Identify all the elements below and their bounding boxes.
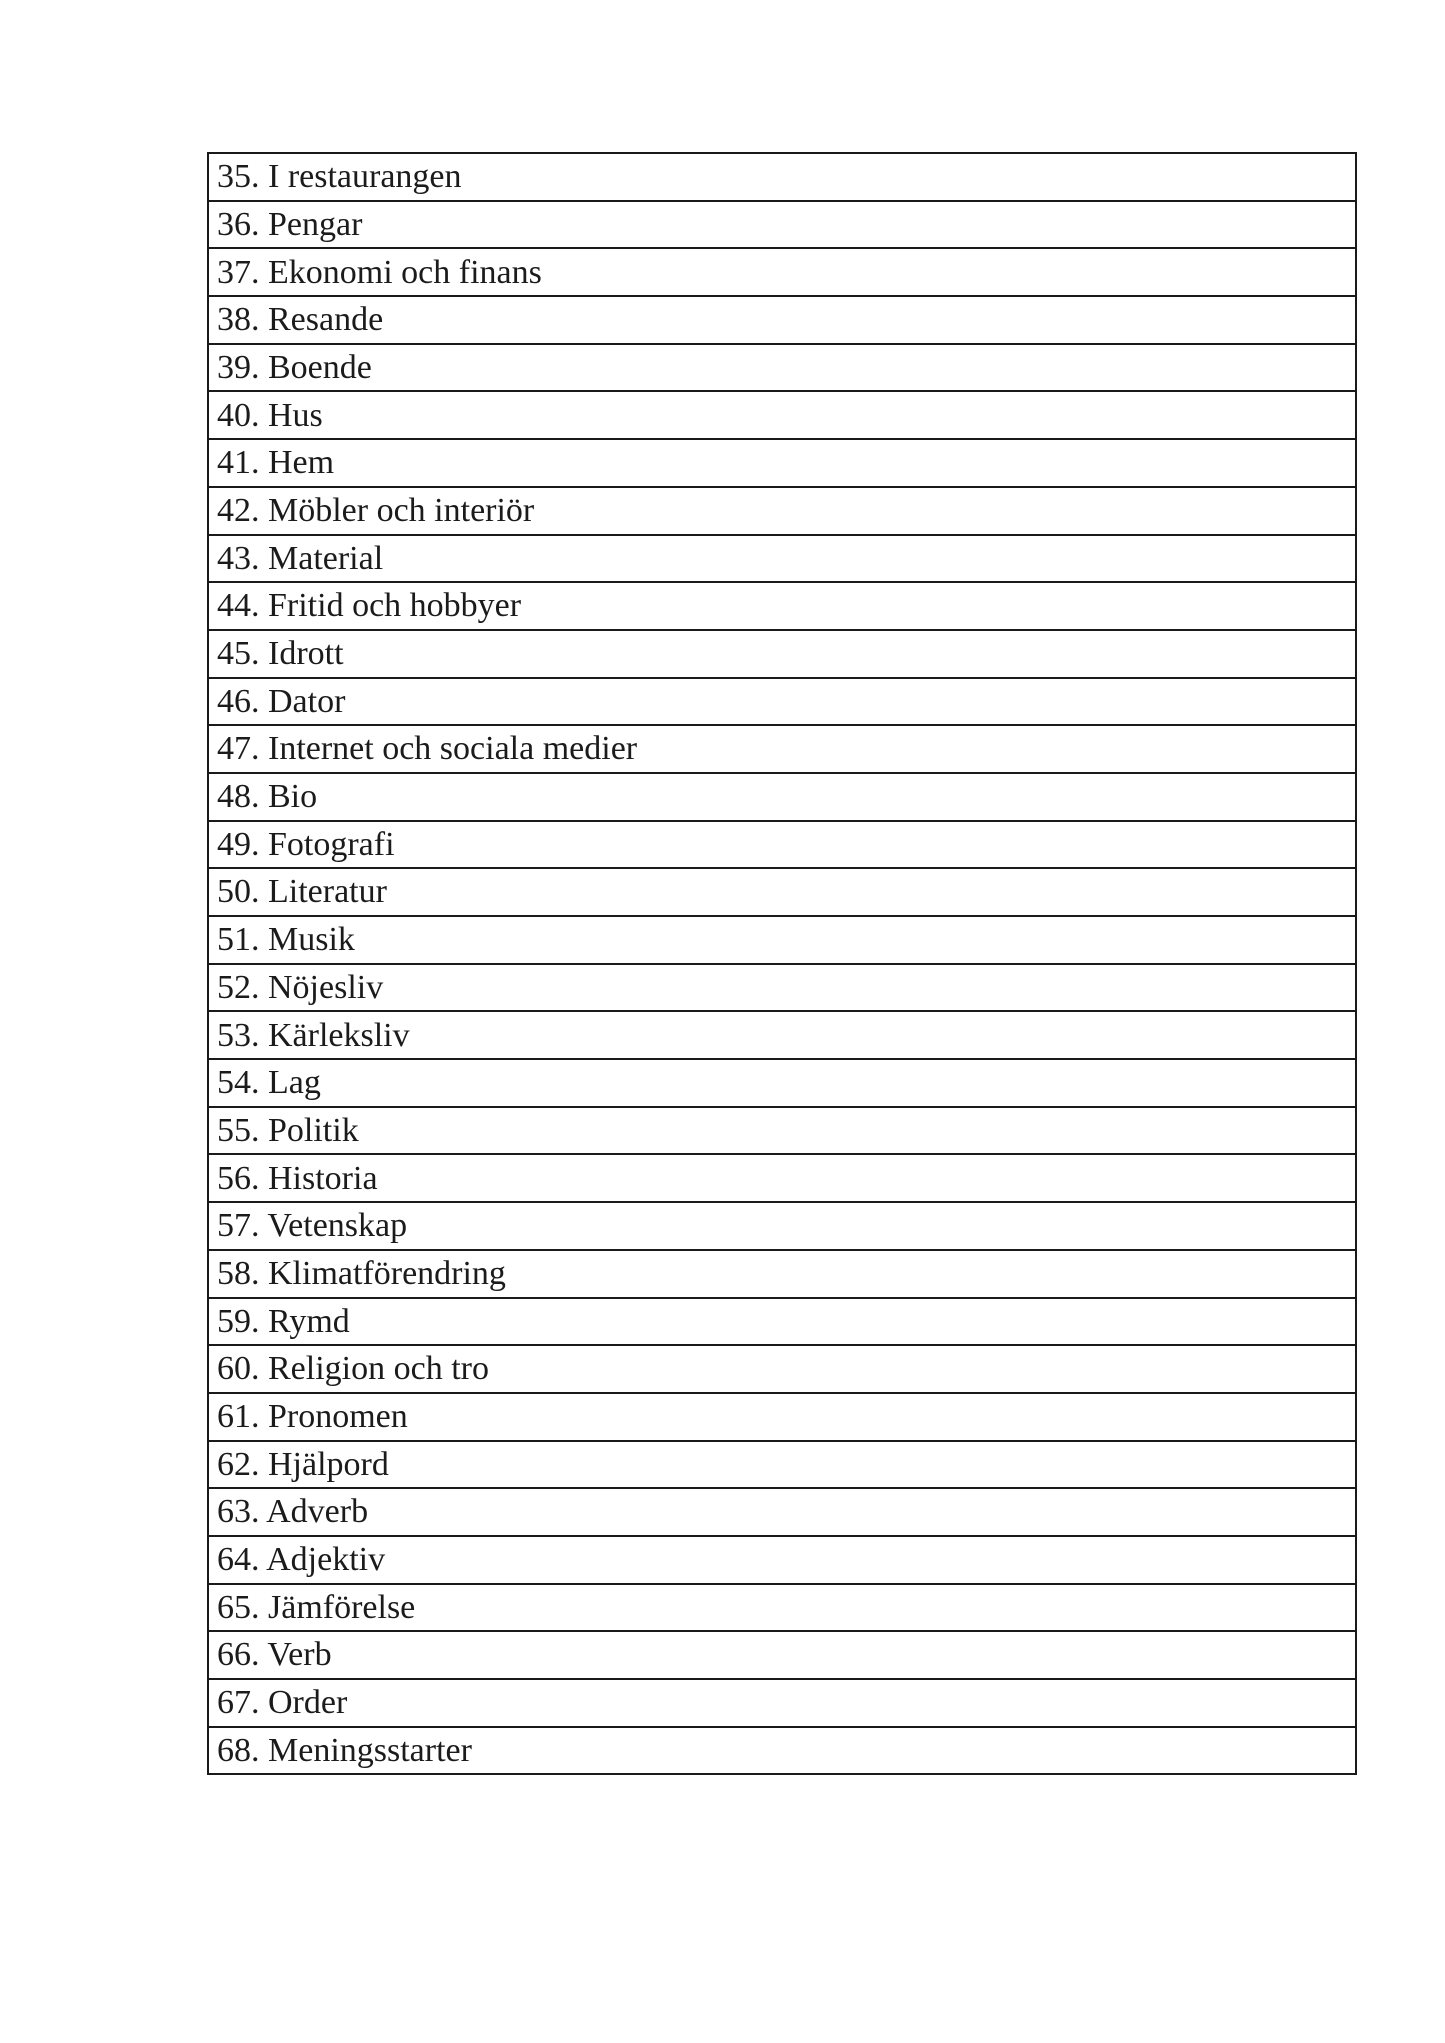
table-row — [208, 1011, 1356, 1059]
toc-entry: 41. Hem — [208, 439, 1356, 487]
toc-entry: 50. Literatur — [208, 868, 1356, 916]
table-row — [208, 1107, 1356, 1155]
toc-entry: 59. Rymd — [208, 1298, 1356, 1346]
toc-entry: 45. Idrott — [208, 630, 1356, 678]
table-row — [208, 1059, 1356, 1107]
table-row — [208, 773, 1356, 821]
toc-entry: 65. Jämförelse — [208, 1584, 1356, 1632]
toc-entry: 42. Möbler och interiör — [208, 487, 1356, 535]
toc-entry: 54. Lag — [208, 1059, 1356, 1107]
table-row — [208, 1202, 1356, 1250]
table-row — [208, 1727, 1356, 1775]
toc-entry: 61. Pronomen — [208, 1393, 1356, 1441]
table-row — [208, 868, 1356, 916]
toc-entry: 56. Historia — [208, 1154, 1356, 1202]
toc-entry: 39. Boende — [208, 344, 1356, 392]
table-row — [208, 964, 1356, 1012]
contents-table — [207, 152, 1357, 1775]
toc-entry: 46. Dator — [208, 678, 1356, 726]
toc-entry: 63. Adverb — [208, 1488, 1356, 1536]
table-row — [208, 535, 1356, 583]
toc-entry: 49. Fotografi — [208, 821, 1356, 869]
table-row — [208, 1298, 1356, 1346]
toc-entry: 44. Fritid och hobbyer — [208, 582, 1356, 630]
table-row — [208, 1631, 1356, 1679]
table-row — [208, 725, 1356, 773]
table-row — [208, 821, 1356, 869]
table-row — [208, 1154, 1356, 1202]
toc-entry: 36. Pengar — [208, 201, 1356, 249]
toc-entry: 55. Politik — [208, 1107, 1356, 1155]
toc-entry: 67. Order — [208, 1679, 1356, 1727]
table-row — [208, 1584, 1356, 1632]
table-row — [208, 248, 1356, 296]
table-row — [208, 1250, 1356, 1298]
toc-entry: 51. Musik — [208, 916, 1356, 964]
toc-entry: 37. Ekonomi och finans — [208, 248, 1356, 296]
toc-entry: 47. Internet och sociala medier — [208, 725, 1356, 773]
table-row — [208, 153, 1356, 201]
toc-entry: 68. Meningsstarter — [208, 1727, 1356, 1775]
table-row — [208, 344, 1356, 392]
table-row — [208, 1536, 1356, 1584]
table-row — [208, 630, 1356, 678]
table-row — [208, 1345, 1356, 1393]
toc-entry: 35. I restaurangen — [208, 153, 1356, 201]
toc-entry: 43. Material — [208, 535, 1356, 583]
toc-entry: 64. Adjektiv — [208, 1536, 1356, 1584]
toc-entry: 66. Verb — [208, 1631, 1356, 1679]
toc-entry: 60. Religion och tro — [208, 1345, 1356, 1393]
contents-table-body — [208, 153, 1356, 1774]
table-row — [208, 439, 1356, 487]
table-row — [208, 1679, 1356, 1727]
toc-entry: 48. Bio — [208, 773, 1356, 821]
table-row — [208, 916, 1356, 964]
table-row — [208, 201, 1356, 249]
table-row — [208, 1393, 1356, 1441]
table-row — [208, 487, 1356, 535]
toc-entry: 57. Vetenskap — [208, 1202, 1356, 1250]
table-row — [208, 391, 1356, 439]
toc-entry: 62. Hjälpord — [208, 1441, 1356, 1489]
toc-entry: 40. Hus — [208, 391, 1356, 439]
table-row — [208, 678, 1356, 726]
toc-entry: 38. Resande — [208, 296, 1356, 344]
table-row — [208, 582, 1356, 630]
toc-entry: 52. Nöjesliv — [208, 964, 1356, 1012]
table-row — [208, 1441, 1356, 1489]
table-row — [208, 296, 1356, 344]
toc-entry: 58. Klimatförendring — [208, 1250, 1356, 1298]
toc-entry: 53. Kärleksliv — [208, 1011, 1356, 1059]
table-row — [208, 1488, 1356, 1536]
